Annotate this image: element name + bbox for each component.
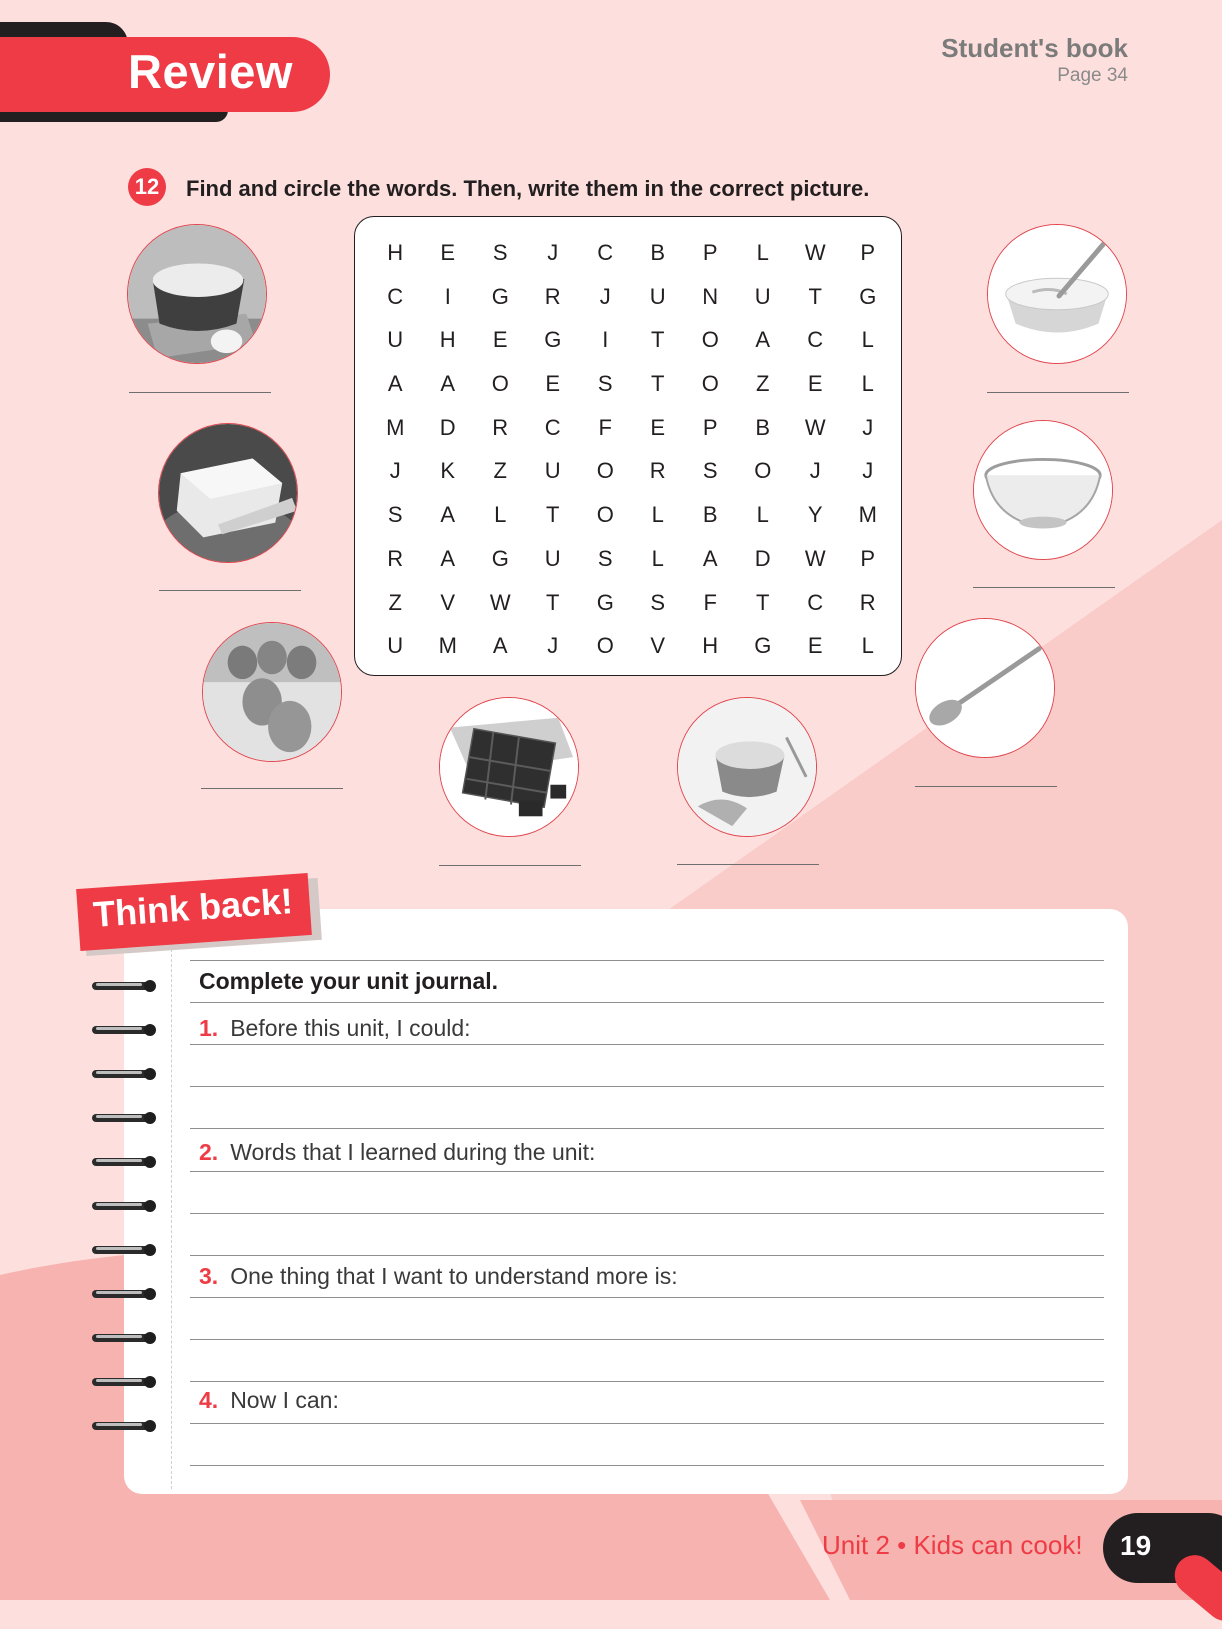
writing-line[interactable] [190,1423,1104,1424]
letter-cell[interactable]: O [701,371,719,397]
letter-cell[interactable]: M [858,502,877,528]
writing-line[interactable] [190,1213,1104,1214]
item-text: Before this unit, I could: [230,1015,471,1041]
exercise-number: 12 [128,168,166,206]
writing-line[interactable] [190,1171,1104,1172]
yogurt-icon [987,224,1127,364]
letter-cell[interactable]: F [703,589,717,615]
exercise-instruction: Find and circle the words. Then, write them in the correct picture. [186,176,870,201]
letter-cell[interactable]: O [754,458,772,484]
letter-cell[interactable]: P [702,240,718,265]
letter-cell[interactable]: V [440,589,456,615]
answer-line[interactable] [201,788,343,789]
journal-item-3 [199,1263,678,1290]
writing-line[interactable] [190,1255,1104,1256]
letter-cell[interactable]: P [702,414,718,440]
chocolate-icon [439,697,579,837]
think-back-title: Think back! [91,880,295,935]
sugar-icon [127,224,267,364]
letter-cell[interactable]: F [598,414,612,440]
letter-cell[interactable]: T [756,589,770,615]
letter-cell[interactable]: R [859,589,876,615]
letter-cell[interactable]: A [755,327,771,353]
item-number: 1. [199,1015,219,1041]
answer-line[interactable] [439,865,581,866]
letter-cell[interactable]: D [754,545,771,571]
letter-cell[interactable]: L [861,633,874,659]
spiral-ring [92,1198,158,1214]
bowl-icon [973,420,1113,560]
writing-line[interactable] [190,1339,1104,1340]
letter-cell[interactable]: G [491,283,509,309]
flour-icon [677,697,817,837]
letter-cell[interactable]: B [702,502,718,528]
writing-line[interactable] [190,1044,1104,1045]
letter-cell[interactable]: T [546,589,560,615]
letter-cell[interactable]: Z [493,458,507,484]
letter-cell[interactable]: W [804,414,826,440]
letter-cell[interactable]: I [444,283,451,309]
letter-cell[interactable]: K [440,458,456,484]
letter-cell[interactable]: C [807,327,824,353]
letter-cell[interactable]: G [596,589,614,615]
spiral-ring [92,1066,158,1082]
item-number: 4. [199,1387,219,1413]
letter-cell[interactable]: L [756,502,769,528]
journal-item-4 [199,1387,339,1414]
journal-item-2 [199,1139,595,1166]
letter-cell[interactable]: H [702,633,719,659]
writing-line[interactable] [190,1297,1104,1298]
letter-cell[interactable]: O [491,371,509,397]
letter-cell[interactable]: Z [388,589,402,615]
letter-cell[interactable]: A [492,633,508,659]
letter-cell[interactable]: M [438,633,457,659]
spiral-ring [92,1330,158,1346]
letter-cell[interactable]: A [440,502,456,528]
journal-line [190,960,1104,961]
spiral-ring [92,1154,158,1170]
letter-cell[interactable]: O [596,458,614,484]
letter-cell[interactable]: V [650,633,666,659]
letter-cell[interactable]: T [651,327,665,353]
letter-cell[interactable]: T [651,371,665,397]
letter-cell[interactable]: S [650,589,666,615]
letter-cell[interactable]: J [599,283,611,309]
letter-cell[interactable]: T [808,283,822,309]
book-page: Page 34 [1057,65,1128,86]
letter-cell[interactable]: B [755,414,771,440]
letter-cell[interactable]: N [702,283,719,309]
letter-cell[interactable]: G [491,545,509,571]
letter-cell[interactable]: E [650,414,666,440]
letter-cell[interactable]: E [807,633,823,659]
letter-cell[interactable]: J [547,633,559,659]
letter-cell[interactable]: T [546,502,560,528]
item-text: Words that I learned during the unit: [230,1139,596,1165]
writing-line[interactable] [190,1465,1104,1466]
word-search-box [354,216,902,676]
journal-line [190,1002,1104,1003]
letter-cell[interactable]: J [547,240,559,265]
answer-line[interactable] [677,864,819,865]
letter-cell[interactable]: R [492,414,509,440]
letter-cell[interactable]: S [387,502,403,528]
letter-cell[interactable]: L [756,240,769,265]
letter-cell[interactable]: A [440,545,456,571]
letter-cell[interactable]: L [651,502,664,528]
letter-cell[interactable]: C [387,283,404,309]
letter-cell[interactable]: P [860,240,876,265]
letter-cell[interactable]: M [386,414,405,440]
letter-cell[interactable]: U [649,283,666,309]
item-number: 2. [199,1139,219,1165]
letter-cell[interactable]: U [754,283,771,309]
letter-cell[interactable]: E [492,327,508,353]
answer-line[interactable] [987,392,1129,393]
writing-line[interactable] [190,1381,1104,1382]
butter-icon [158,423,298,563]
writing-line[interactable] [190,1086,1104,1087]
writing-line[interactable] [190,1128,1104,1129]
spiral-ring [92,1374,158,1390]
letter-cell[interactable]: O [596,633,614,659]
letter-cell[interactable]: U [387,327,404,353]
letter-cell[interactable]: U [544,545,561,571]
spiral-ring [92,1242,158,1258]
letter-cell[interactable]: J [389,458,401,484]
letter-cell[interactable]: R [544,283,561,309]
letter-cell[interactable]: G [859,283,877,309]
letter-cell[interactable]: B [650,240,666,265]
item-number: 3. [199,1263,219,1289]
spoon-icon [915,618,1055,758]
letter-cell[interactable]: U [387,633,404,659]
answer-line[interactable] [915,786,1057,787]
book-title: Student's book [941,33,1128,63]
journal-heading: Complete your unit journal. [199,968,499,994]
letter-cell[interactable]: R [649,458,666,484]
letter-cell[interactable]: G [754,633,772,659]
journal-item-1 [199,1015,471,1042]
letter-cell[interactable]: A [702,545,718,571]
letter-cell[interactable]: W [804,545,826,571]
letter-cell[interactable]: P [860,545,876,571]
letter-cell[interactable]: R [387,545,404,571]
letter-cell[interactable]: J [862,414,874,440]
letter-cell[interactable]: W [489,589,511,615]
letter-cell[interactable]: S [492,240,508,265]
spiral-ring [92,978,158,994]
letter-cell[interactable]: S [597,545,613,571]
spiral-ring [92,1022,158,1038]
letter-cell[interactable]: J [809,458,821,484]
letter-cell[interactable]: E [440,240,456,265]
item-text: Now I can: [230,1387,339,1413]
letter-cell[interactable]: Z [756,371,770,397]
letter-cell[interactable]: W [804,240,826,265]
letter-cell[interactable]: E [545,371,561,397]
notebook-margin [171,929,172,1489]
letter-cell[interactable]: C [597,240,614,265]
letter-cell[interactable]: G [544,327,562,353]
spiral-ring [92,1110,158,1126]
letter-cell[interactable]: E [807,371,823,397]
letter-cell[interactable]: C [807,589,824,615]
spiral-ring [92,1418,158,1434]
letter-cell[interactable]: Y [807,502,823,528]
spiral-ring [92,1286,158,1302]
letter-cell[interactable]: U [544,458,561,484]
letter-cell[interactable]: S [597,371,613,397]
letter-cell[interactable]: H [439,327,456,353]
letter-cell[interactable]: C [544,414,561,440]
letter-cell[interactable]: D [439,414,456,440]
answer-line[interactable] [973,587,1115,588]
letter-cell[interactable]: O [701,327,719,353]
letter-cell[interactable]: L [861,327,874,353]
letter-cell[interactable]: I [602,327,609,353]
letter-cell[interactable]: L [494,502,507,528]
letter-cell[interactable]: A [387,371,403,397]
page-number: 19 [1120,1530,1152,1561]
letter-cell[interactable]: L [861,371,874,397]
section-title: Review [128,45,293,98]
eggs-icon [202,622,342,762]
answer-line[interactable] [159,590,301,591]
unit-footer: Unit 2 • Kids can cook! [822,1530,1083,1560]
answer-line[interactable] [129,392,271,393]
letter-cell[interactable]: A [440,371,456,397]
item-text: One thing that I want to understand more is: [230,1263,678,1289]
letter-cell[interactable]: H [387,240,404,265]
letter-cell[interactable]: J [862,458,874,484]
letter-cell[interactable]: O [596,502,614,528]
letter-cell[interactable]: L [651,545,664,571]
letter-cell[interactable]: S [702,458,718,484]
word-search-grid [369,231,894,668]
